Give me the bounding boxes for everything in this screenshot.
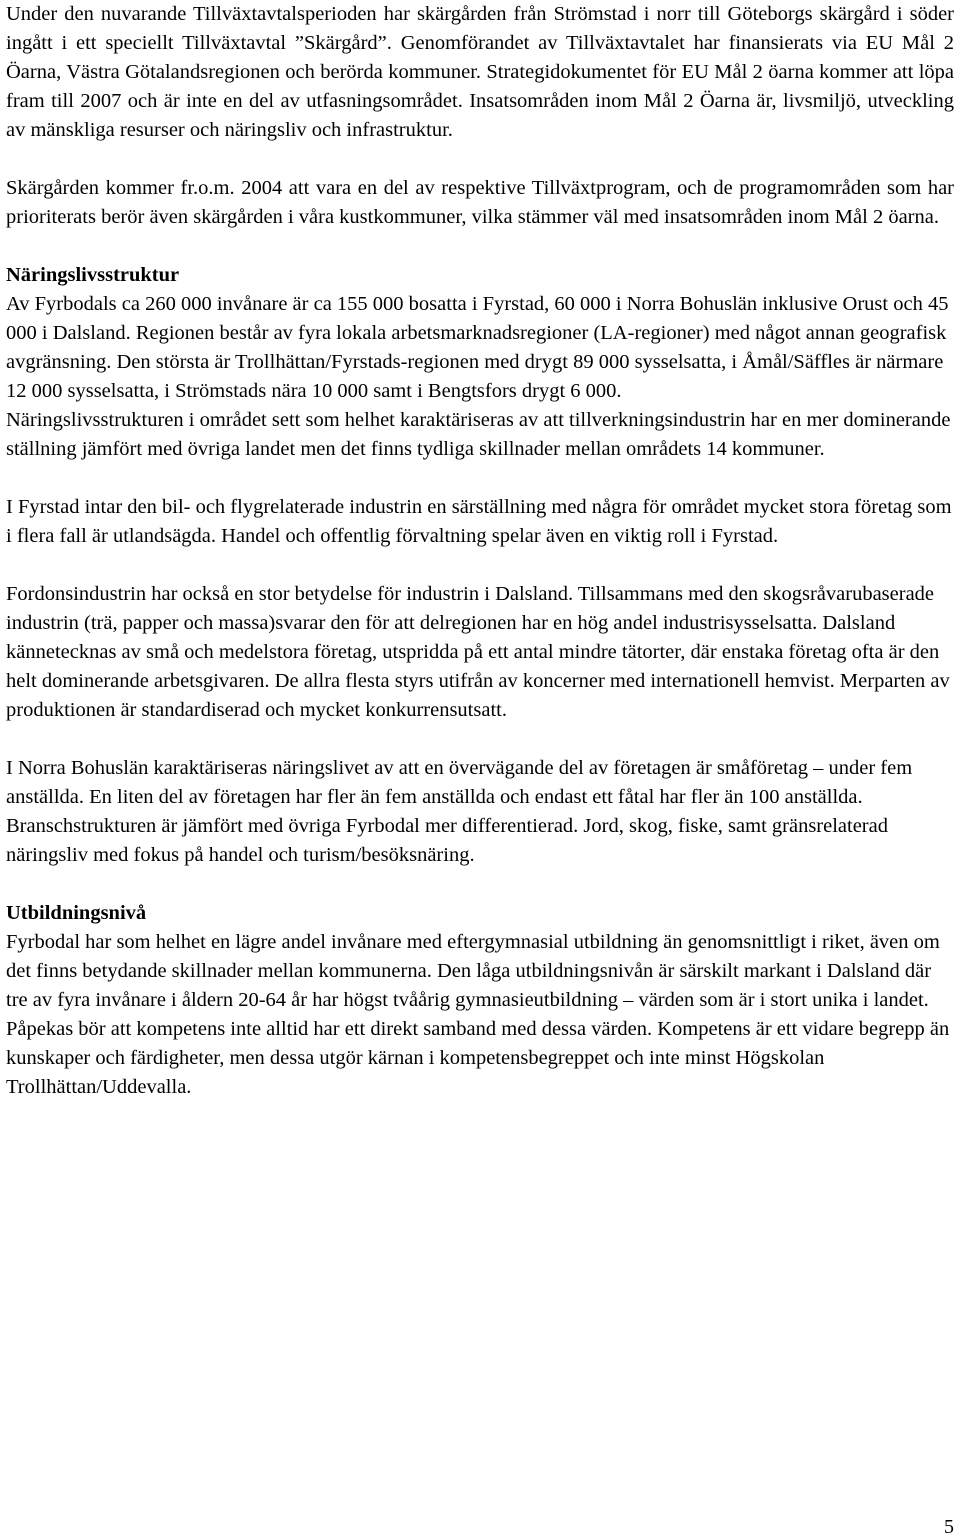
paragraph-norra-bohuslan: I Norra Bohuslän karaktäriseras näringslivet av att en övervägande del av företagen är småföretag – under fem anställda. En liten del av företagen har fler än fem anställda och endast ett fåtal har fler än 100 anställda. Branschstrukturen är jämfört med övriga Fyrbodal mer differentierad. Jord, skog, fiske, samt gränsrelaterad näringsliv med fokus på handel och turism/besöksnäring. — [6, 757, 913, 866]
document-page — [6, 0, 954, 1102]
paragraph-befolkning: Av Fyrbodals ca 260 000 invånare är ca 155 000 bosatta i Fyrstad, 60 000 i Norra Bohuslän inklusive Orust och 45 000 i Dalsland. Regionen består av fyra lokala arbetsmarknadsregioner (LA-regioner) med något annan geografisk avgränsning. Den största är Trollhättan/Fyrstads-regionen med drygt 89 000 sysselsatta, i Åmål/Säffles är närmare 12 000 sysselsatta, i Strömstads nära 10 000 samt i Bengtsfors drygt 6 000. — [6, 293, 949, 402]
paragraph-gap — [6, 870, 954, 899]
paragraph-tillvaxtprogram: Skärgården kommer fr.o.m. 2004 att vara en del av respektive Tillväxtprogram, och de programområden som har prioriterats berör även skärgården i våra kustkommuner, vilka stämmer väl med insatsområden inom Mål 2 öarna. — [6, 177, 954, 228]
heading-naringslivsstruktur: Näringslivsstruktur — [6, 264, 180, 286]
paragraph-gap — [6, 145, 954, 174]
paragraph-fyrstad: I Fyrstad intar den bil- och flygrelaterade industrin en särställning med några för området mycket stora företag som i flera fall är utlandsägda. Handel och offentlig förvaltning spelar även en viktig roll i Fyrstad. — [6, 496, 952, 547]
paragraph-utbildning: Fyrbodal har som helhet en lägre andel invånare med eftergymnasial utbildning än genomsnittligt i riket, även om det finns betydande skillnader mellan kommunerna. Den låga utbildningsnivån är särskilt markant i Dalsland där tre av fyra invånare i åldern 20-64 år har högst tvåårig gymnasieutbildning – värden som är i stort unika i landet. Påpekas bör att kompetens inte alltid har ett direkt samband med dessa värden. Kompetens är ett vidare begrepp än kunskaper och färdigheter, men dessa utgör kärnan i kompetensbegreppet och inte minst Högskolan Trollhättan/Uddevalla. — [6, 931, 950, 1098]
paragraph-gap — [6, 232, 954, 261]
paragraph-gap — [6, 464, 954, 493]
paragraph-dalsland: Fordonsindustrin har också en stor betydelse för industrin i Dalsland. Tillsammans med den skogsråvarubaserade industrin (trä, papper och massa)svarar den för att delregionen har en hög andel industrisysselsatta. Dalsland kännetecknas av små och medelstora företag, utspridda på ett antal mindre tätorter, där enstaka företag ofta är den helt dominerande arbetsgivaren. De allra flesta styrs utifrån av koncerner med internationell hemvist. Merparten av produktionen är standardiserad och mycket konkurrensutsatt. — [6, 583, 950, 721]
page-number: 5 — [944, 1516, 954, 1538]
paragraph-gap — [6, 725, 954, 754]
heading-utbildningsniva: Utbildningsnivå — [6, 902, 147, 924]
paragraph-gap — [6, 551, 954, 580]
paragraph-naringslivsstrukturen: Näringslivsstrukturen i området sett som helhet karaktäriseras av att tillverkningsindustrin har en mer dominerande ställning jämfört med övriga landet men det finns tydliga skillnader mellan områdets 14 kommuner. — [6, 409, 951, 460]
paragraph-skargard-avtal: Under den nuvarande Tillväxtavtalsperioden har skärgården från Strömstad i norr till Göteborgs skärgård i söder ingått i ett speciellt Tillväxtavtal ”Skärgård”. Genomförandet av Tillväxtavtalet har finansierats via EU Mål 2 Öarna, Västra Götalandsregionen och berörda kommuner. Strategidokumentet för EU Mål 2 öarna kommer att löpa fram till 2007 och är inte en del av utfasningsområdet. Insatsområden inom Mål 2 Öarna är, livsmiljö, utveckling av mänskliga resurser och näringsliv och infrastruktur. — [6, 3, 954, 141]
